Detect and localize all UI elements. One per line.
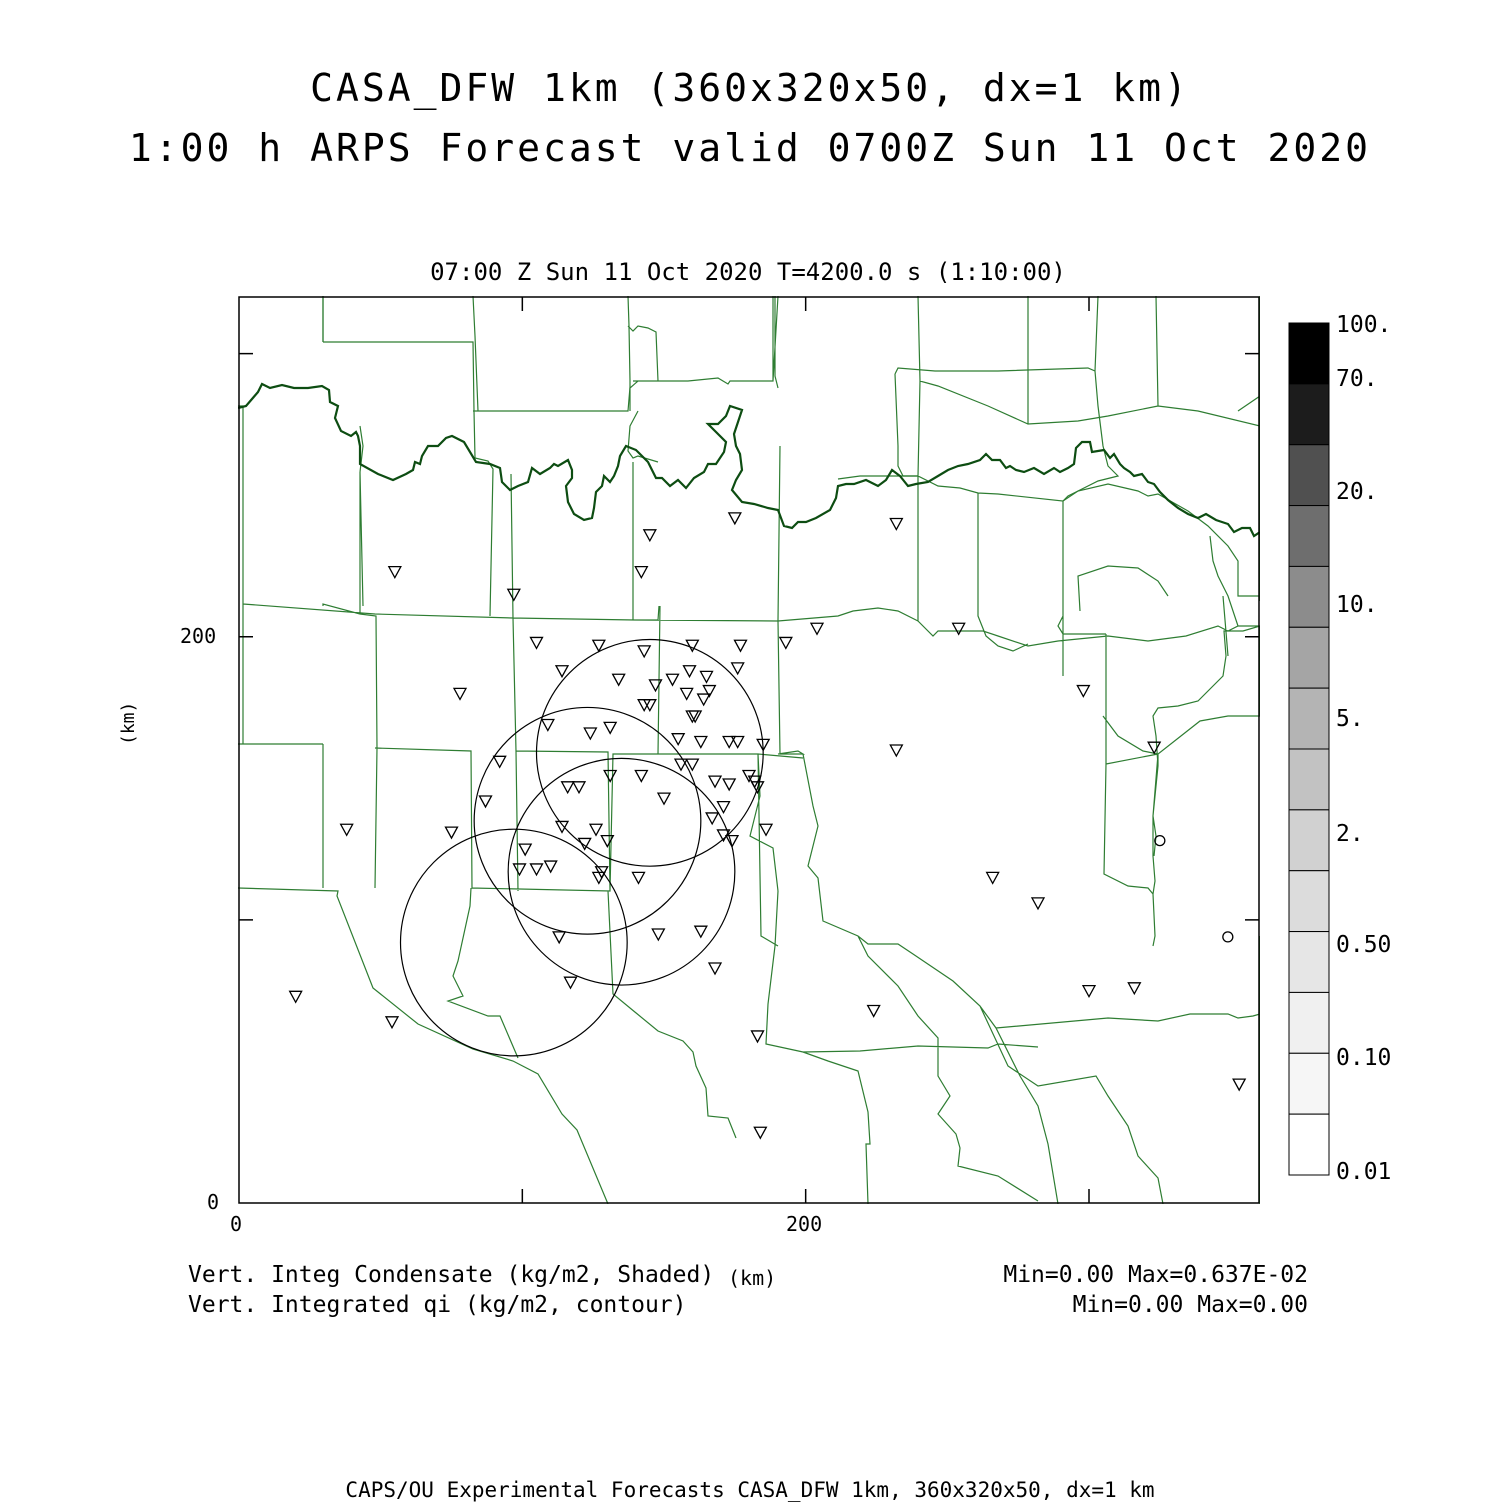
title-line-2: 1:00 h ARPS Forecast valid 0700Z Sun 11 Oct 2020 (128, 126, 1372, 170)
station-triangle (709, 963, 721, 974)
x-tick-200: 200 (786, 1212, 823, 1236)
station-triangle (562, 782, 574, 793)
northern-county-boundaries (323, 296, 1118, 501)
title-line-1: CASA_DFW 1km (360x320x50, dx=1 km) (310, 66, 1190, 110)
colorbar-swatch (1289, 506, 1329, 567)
colorbar-swatch (1289, 749, 1329, 810)
colorbar-label-001: 0.01 (1336, 1159, 1392, 1185)
station-triangle (584, 728, 596, 739)
station-triangle (1233, 1079, 1245, 1090)
station-triangle (635, 567, 647, 578)
station-triangle (698, 694, 710, 705)
station-triangle (290, 991, 302, 1002)
colorbar-label-100: 100. (1336, 312, 1392, 338)
site-marker (1155, 836, 1165, 846)
station-triangle (723, 737, 735, 748)
station-triangle (729, 513, 741, 524)
colorbar-swatch (1289, 323, 1329, 384)
range-ring (401, 829, 628, 1056)
colorbar-swatch (1289, 1053, 1329, 1114)
colorbar-swatch (1289, 445, 1329, 506)
station-triangle (672, 734, 684, 745)
station-triangle (811, 623, 823, 634)
radar-range-rings (401, 639, 764, 1055)
colorbar-swatch (1289, 1114, 1329, 1175)
station-triangle (890, 519, 902, 530)
station-triangle (718, 802, 730, 813)
station-triangle (565, 977, 577, 988)
station-triangle (706, 813, 718, 824)
station-triangle (650, 680, 662, 691)
station-triangle (1032, 898, 1044, 909)
station-triangle (709, 776, 721, 787)
colorbar-swatch (1289, 566, 1329, 627)
station-triangle (389, 567, 401, 578)
station-triangle (723, 779, 735, 790)
station-triangle (1077, 686, 1089, 697)
station-triangle (780, 637, 792, 648)
station-triangle (735, 640, 747, 651)
station-triangle (604, 722, 616, 733)
station-triangle (613, 674, 625, 685)
station-triangle (732, 663, 744, 674)
station-triangle (446, 827, 458, 838)
stat-minmax-qi: Min=0.00 Max=0.00 (1072, 1292, 1308, 1318)
map-plot (238, 296, 1260, 1204)
x-axis-label: (km) (728, 1266, 777, 1290)
station-triangle (701, 671, 713, 682)
x-tick-0: 0 (230, 1212, 243, 1236)
colorbar-swatch (1289, 688, 1329, 749)
colorbar-label-5: 5. (1336, 706, 1364, 732)
station-triangle (1148, 742, 1160, 753)
station-triangle (695, 737, 707, 748)
station-triangle (638, 646, 650, 657)
station-triangle (545, 861, 557, 872)
station-triangle (868, 1005, 880, 1016)
station-triangle (652, 929, 664, 940)
county-boundaries (238, 296, 1260, 1204)
colorbar-label-10: 10. (1336, 592, 1378, 618)
station-triangle (760, 824, 772, 835)
colorbar-swatch (1289, 932, 1329, 993)
colorbar-label-20: 20. (1336, 479, 1378, 505)
station-triangle (752, 1031, 764, 1042)
stat-label-condensate: Vert. Integ Condensate (kg/m2, Shaded) (188, 1262, 715, 1288)
plot-subtitle: 07:00 Z Sun 11 Oct 2020 T=4200.0 s (1:10:00) (430, 258, 1066, 286)
stat-minmax-condensate: Min=0.00 Max=0.637E-02 (1003, 1262, 1308, 1288)
station-triangle (494, 756, 506, 767)
site-marker (1223, 932, 1233, 942)
range-ring (537, 639, 764, 866)
station-triangle (658, 793, 670, 804)
colorbar-label-010: 0.10 (1336, 1045, 1392, 1071)
station-triangle (754, 1127, 766, 1138)
station-triangle (684, 666, 696, 677)
station-triangle (573, 782, 585, 793)
range-ring (508, 758, 735, 985)
station-triangle (987, 872, 999, 883)
colorbar-label-2: 2. (1336, 821, 1364, 847)
station-triangle (454, 688, 466, 699)
station-triangle (508, 589, 520, 600)
colorbar-swatch (1289, 810, 1329, 871)
station-triangle (667, 674, 679, 685)
station-triangle (542, 720, 554, 731)
station-triangle (553, 932, 565, 943)
station-triangle (341, 824, 353, 835)
station-triangle (732, 737, 744, 748)
station-triangle (590, 824, 602, 835)
station-triangle (695, 926, 707, 937)
colorbar-swatch (1289, 871, 1329, 932)
station-triangle (514, 864, 526, 875)
y-tick-200: 200 (180, 624, 217, 648)
station-triangle (556, 821, 568, 832)
y-tick-0: 0 (207, 1190, 220, 1214)
colorbar-swatch (1289, 627, 1329, 688)
colorbar-label-050: 0.50 (1336, 932, 1392, 958)
station-triangle (386, 1017, 398, 1028)
station-triangle (531, 864, 543, 875)
station-triangle (644, 530, 656, 541)
station-triangle (635, 770, 647, 781)
colorbar-label-70: 70. (1336, 366, 1378, 392)
station-triangle (681, 688, 693, 699)
station-triangle (1083, 986, 1095, 997)
station-triangle (519, 844, 531, 855)
station-triangle (675, 759, 687, 770)
y-axis-label: (km) (118, 701, 139, 745)
footer-credit: CAPS/OU Experimental Forecasts CASA_DFW 1km, 360x320x50, dx=1 km (345, 1478, 1155, 1502)
station-triangle (953, 623, 965, 634)
station-triangle (890, 745, 902, 756)
colorbar (1288, 322, 1332, 1176)
range-ring (474, 707, 701, 934)
special-markers (1155, 836, 1233, 942)
colorbar-swatch (1289, 384, 1329, 445)
station-triangle (480, 796, 492, 807)
station-triangle (531, 637, 543, 648)
stat-label-qi: Vert. Integrated qi (kg/m2, contour) (188, 1292, 687, 1318)
station-triangle (633, 872, 645, 883)
colorbar-swatch (1289, 992, 1329, 1053)
station-triangle (1128, 983, 1140, 994)
station-triangle (556, 666, 568, 677)
station-triangle (604, 770, 616, 781)
